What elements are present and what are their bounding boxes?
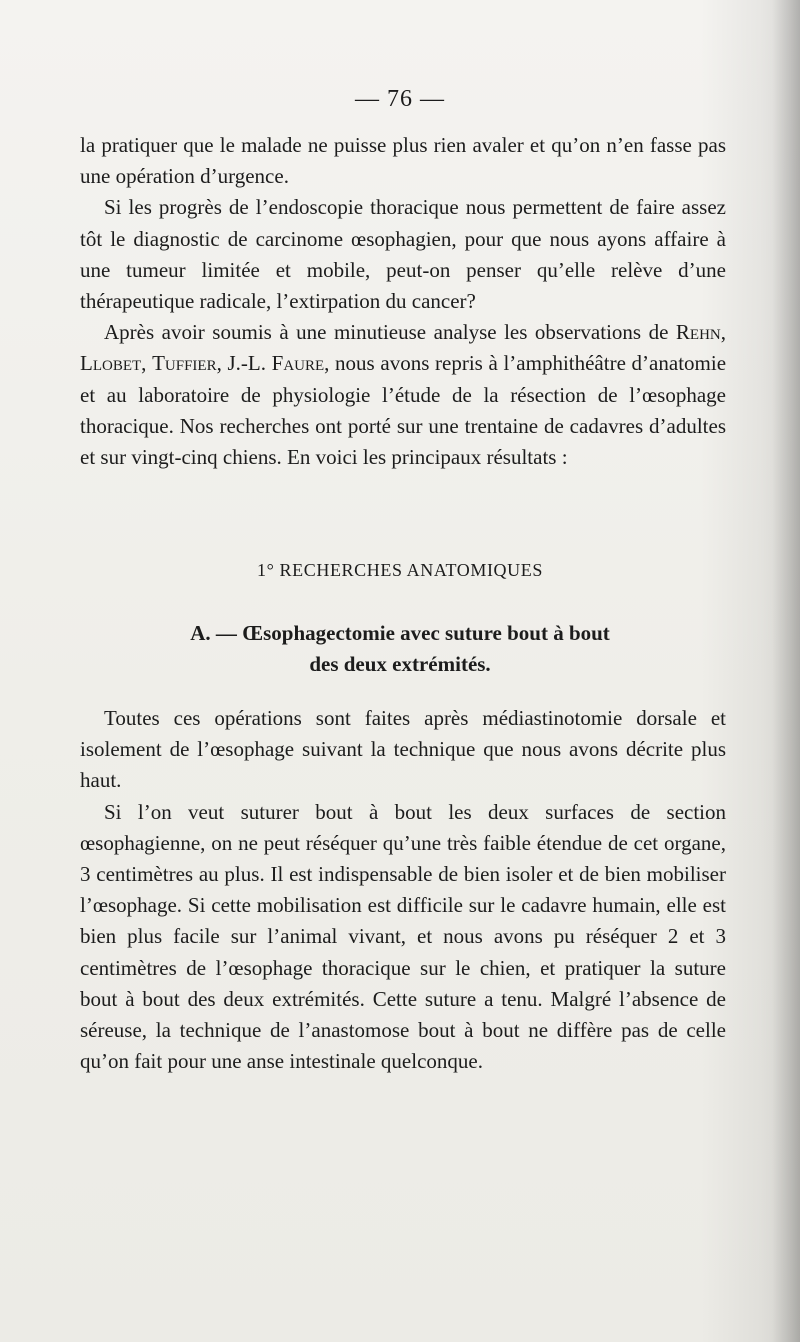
page-edge-shadow	[772, 0, 800, 1342]
subsection-heading	[160, 618, 640, 680]
paragraph: Si les progrès de l’endoscopie thoracique nous permettent de faire assez tôt le diagnostic de carcinome œsophagien, pour que nous ayons affaire à une tumeur limitée et mobile, peut-on penser qu’elle relève d’une thérapeutique radicale, l’extirpation du cancer?	[80, 195, 726, 314]
paragraph: Toutes ces opérations sont faites après médiastinotomie dorsale et isolement de l’œsophage suivant la technique que nous avons décrite plus haut.	[80, 706, 726, 793]
paragraph-suffix: , nous avons repris à l’amphithéâtre d’anatomie et au laboratoire de physiologie l’étude de la résection de l’œsophage thoracique. Nos recherches ont porté sur une trentaine de cadavres d’adultes et sur vingt-cinq chiens. En voici les principaux résultats :	[80, 351, 727, 470]
author-name: Tuffier	[152, 351, 217, 376]
paragraph-authors: Après avoir soumis à une minutieuse analyse les observations de Rehn, Llobet, Tuffier, J.-L. Faure, nous avons repris à l’amphithéâtre d’anatomie et au laboratoire de physiologie l’étude de la résection de l’œsophage thoracique. Nos recherches ont porté sur une trentaine de cadavres d’adultes et sur vingt-cinq chiens. En voici les principaux résultats :	[80, 320, 727, 470]
author-initials: J.-L.	[227, 351, 266, 376]
author-name: Rehn	[675, 320, 721, 345]
section-title: RECHERCHES ANATOMIQUES	[279, 560, 543, 580]
author-name: Faure	[271, 351, 325, 376]
section-heading	[0, 560, 800, 581]
text-block-bottom	[80, 703, 726, 1077]
subsection-line: A. — Œsophagectomie avec suture bout à bout	[190, 621, 610, 645]
section-number: 1°	[257, 560, 275, 580]
subsection-line: des deux extrémités.	[309, 652, 491, 676]
author-name: Llobet	[80, 351, 142, 376]
paragraph-prefix: Après avoir soumis à une minutieuse analyse les observations de	[104, 320, 669, 345]
page-number: — 76 —	[355, 86, 445, 112]
text-block-top	[80, 130, 726, 473]
paragraph: la pratiquer que le malade ne puisse plus rien avaler et qu’on n’en fasse pas une opération d’urgence.	[80, 133, 726, 189]
paragraph: Si l’on veut suturer bout à bout les deux surfaces de section œsophagienne, on ne peut réséquer qu’une très faible étendue de cet organe, 3 centimètres au plus. Il est indispensable de bien isoler et de bien mobiliser l’œsophage. Si cette mobilisation est difficile sur le cadavre humain, elle est bien plus facile sur l’animal vivant, et nous avons pu réséquer 2 et 3 centimètres de l’œsophage thoracique sur le chien, et pratiquer la suture bout à bout des deux extrémités. Cette suture a tenu. Malgré l’absence de séreuse, la technique de l’anastomose bout à bout ne diffère pas de celle qu’on fait pour une anse intestinale quelconque.	[80, 799, 726, 1074]
